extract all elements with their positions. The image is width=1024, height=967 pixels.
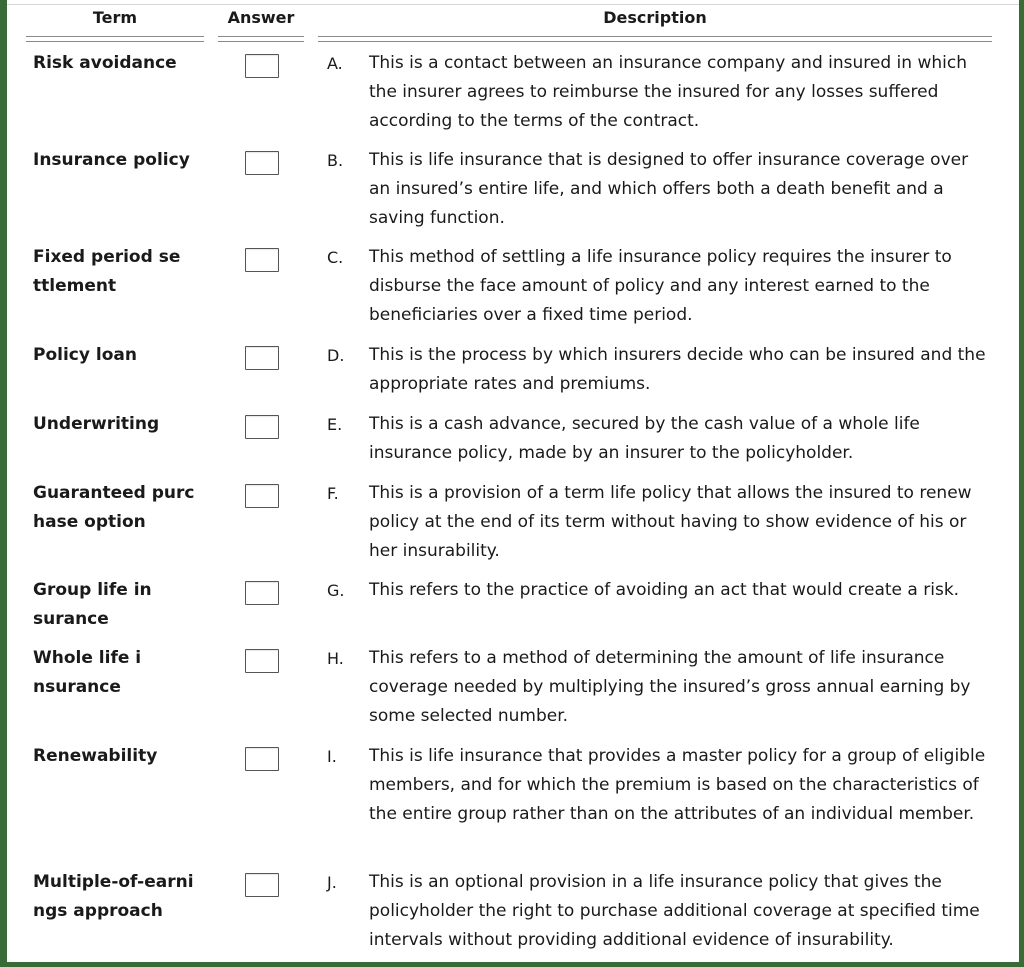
description-letter: F. [327, 484, 339, 503]
term-cell: Insurance policy [33, 150, 190, 170]
description-letter: J. [327, 873, 337, 892]
header-description: Description [603, 8, 707, 27]
description-cell: This refers to a method of determining the amount of life insurance coverage needed by multiplying the insured’s gross annual earning by some selected number. [369, 648, 971, 726]
answer-input[interactable] [245, 747, 279, 771]
description-letter: B. [327, 151, 344, 170]
answer-input[interactable] [245, 415, 279, 439]
term-cell: Underwriting [33, 414, 160, 434]
description-letter: D. [327, 346, 345, 365]
term-cell: Multiple-of-earnings approach [33, 872, 194, 921]
answer-input[interactable] [245, 346, 279, 370]
answer-input[interactable] [245, 484, 279, 508]
description-letter: H. [327, 649, 344, 668]
description-letter: G. [327, 581, 345, 600]
header-rule-answer [218, 36, 304, 42]
header-rule-description [318, 36, 992, 42]
description-cell: This is the process by which insurers decide who can be insured and the appropriate rates and premiums. [369, 345, 986, 394]
term-cell: Risk avoidance [33, 53, 177, 73]
description-cell: This is a contact between an insurance company and insured in which the insurer agrees to reimburse the insured for any losses suffered according to the terms of the contract. [369, 53, 967, 131]
term-cell: Group life insurance [33, 580, 152, 629]
description-letter: E. [327, 415, 343, 434]
description-letter: A. [327, 54, 343, 73]
header-term: Term [92, 8, 138, 27]
term-cell: Whole life insurance [33, 648, 142, 697]
frame-right-border [1019, 0, 1024, 967]
header-rule-term [26, 36, 204, 42]
description-cell: This is life insurance that provides a master policy for a group of eligible members, and for which the premium is based on the characteristics of the entire group rather than on the attributes of an individual member. [369, 746, 986, 824]
description-cell: This is an optional provision in a life insurance policy that gives the policyholder the right to purchase additional coverage at specified time intervals without providing additional evidence of insurability. [369, 872, 980, 950]
term-cell: Fixed period settlement [33, 247, 181, 296]
description-cell: This refers to the practice of avoiding an act that would create a risk. [369, 580, 960, 600]
description-letter: C. [327, 248, 344, 267]
term-cell: Renewability [33, 746, 158, 766]
term-cell: Policy loan [33, 345, 137, 365]
description-cell: This is a cash advance, secured by the cash value of a whole life insurance policy, made by an insurer to the policyholder. [369, 414, 920, 463]
header-answer: Answer [227, 8, 295, 27]
frame-bottom-border [0, 962, 1024, 967]
answer-input[interactable] [245, 54, 279, 78]
term-cell: Guaranteed purchase option [33, 483, 195, 532]
answer-input[interactable] [245, 873, 279, 897]
description-cell: This is a provision of a term life policy that allows the insured to renew policy at the end of its term without having to show evidence of his or her insurability. [369, 483, 972, 561]
description-letter: I. [327, 747, 337, 766]
answer-input[interactable] [245, 248, 279, 272]
answer-input[interactable] [245, 151, 279, 175]
description-cell: This is life insurance that is designed to offer insurance coverage over an insured’s entire life, and which offers both a death benefit and a saving function. [369, 150, 969, 228]
table-header [0, 6, 1024, 36]
frame-left-border [0, 0, 7, 967]
description-cell: This method of settling a life insurance policy requires the insurer to disburse the face amount of policy and any interest earned to the beneficiaries over a fixed time period. [369, 247, 952, 325]
answer-input[interactable] [245, 581, 279, 605]
frame-top-edge [7, 0, 1019, 5]
answer-input[interactable] [245, 649, 279, 673]
